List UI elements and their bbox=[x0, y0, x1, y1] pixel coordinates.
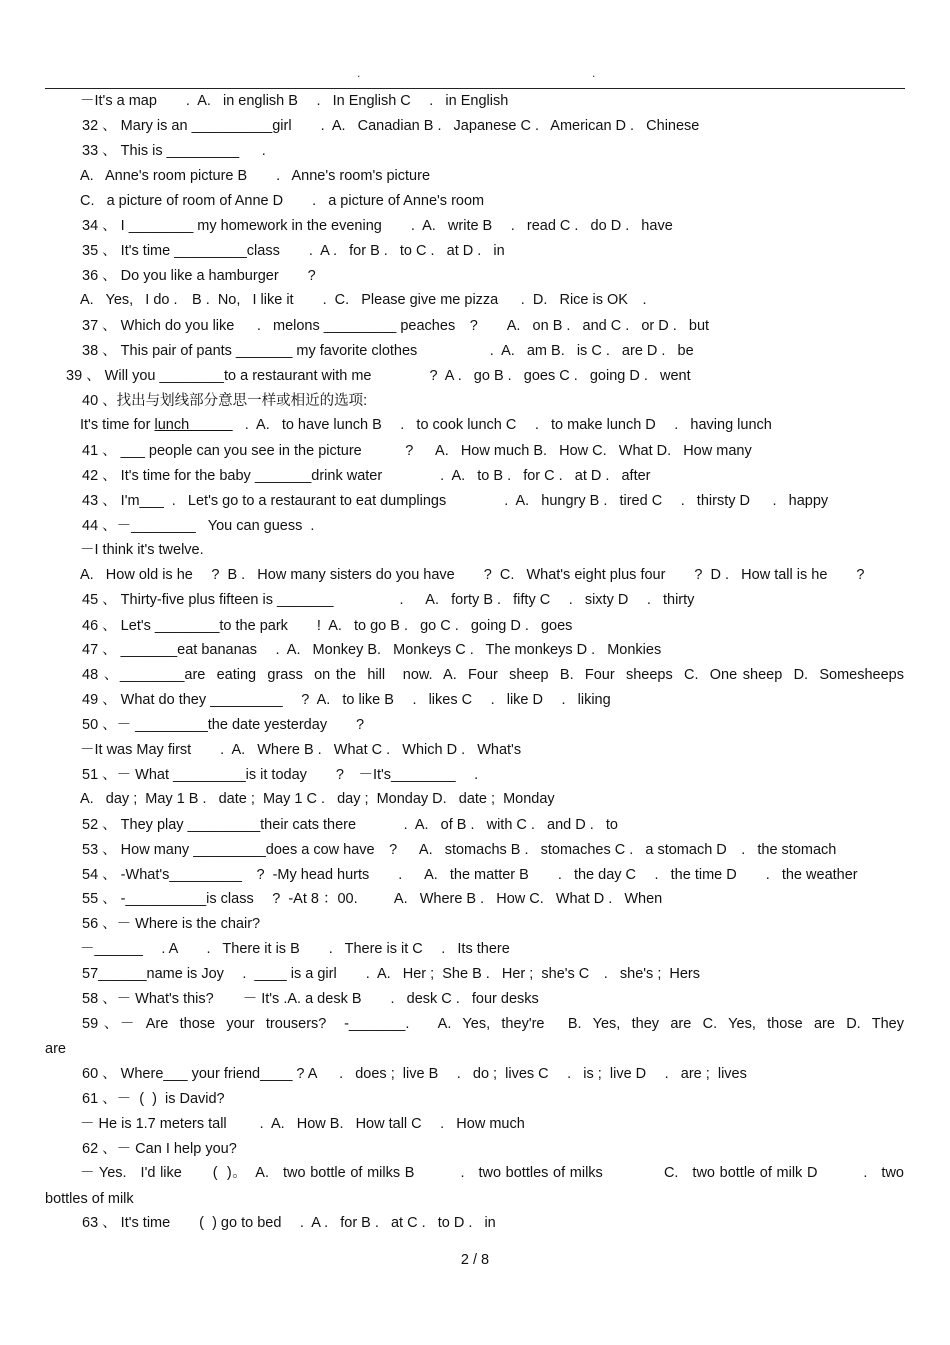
question-46: 46 、 Let's ________to the park ! A. to go B . go C . going D . goes bbox=[82, 618, 573, 634]
text-line: －It's a map . A. in english B . In English C . in English bbox=[80, 93, 509, 109]
question-40: 40 、找出与划线部分意思一样或相近的选项: bbox=[82, 393, 368, 409]
header-dot-left: . bbox=[357, 66, 361, 80]
underlined-word: lunch bbox=[154, 417, 233, 433]
question-36: 36 、 Do you like a hamburger ? bbox=[82, 268, 316, 284]
text-line: －It was May first . A. Where B . What C . Which D . What's bbox=[80, 742, 522, 758]
question-42: 42 、 It's time for the baby _______drink water . A. to B . for C . at D . after bbox=[82, 468, 651, 484]
question-60: 60 、 Where___ your friend____ ? A . does ; live B . do ; lives C . is ; live D . are ; lives bbox=[82, 1066, 747, 1082]
text-line: A. How old is he ? B . How many sisters do you have ? C. What's eight plus four ? D . How tall is he ? bbox=[80, 567, 865, 583]
question-57: 57______name is Joy . ____ is a girl . A. Her ; She B . Her ; she's C . she's ; Hers bbox=[82, 966, 701, 982]
question-39: 39 、 Will you ________to a restaurant with me ? A . go B . goes C . going D . went bbox=[66, 368, 691, 384]
question-44: 44 、－________ You can guess . bbox=[82, 518, 315, 534]
question-35: 35 、 It's time _________class . A . for B . to C . at D . in bbox=[82, 243, 505, 259]
question-32: 32 、 Mary is an __________girl . A. Canadian B . Japanese C . American D . Chinese bbox=[82, 118, 700, 134]
question-45: 45 、 Thirty-five plus fifteen is _______ . A. forty B . fifty C . sixty D . thirty bbox=[82, 592, 695, 608]
question-55: 55 、 -__________is class ? -At 8 ：00. A. Where B . How C. What D . When bbox=[82, 891, 663, 907]
question-50: 50 、－ _________the date yesterday ? bbox=[82, 717, 365, 733]
question-48: 48 、________are eating grass on the hill now. A. Four sheep B. Four sheeps C. One sheep D. Somesheeps bbox=[82, 667, 904, 683]
text-line: －I think it's twelve. bbox=[80, 542, 204, 558]
text-line: A. day ; May 1 B . date ; May 1 C . day ; Monday D. date ; Monday bbox=[80, 791, 555, 807]
question-58: 58 、－ What's this? － It's .A. a desk B . desk C . four desks bbox=[82, 991, 539, 1007]
question-53: 53 、 How many _________does a cow have ? A. stomachs B . stomaches C . a stomach D . the stomach bbox=[82, 842, 837, 858]
question-54: 54 、 -What's_________ ? -My head hurts . A. the matter B . the day C . the time D . the weather bbox=[82, 867, 858, 883]
header-dot-right: . bbox=[592, 66, 596, 80]
text-line: are bbox=[45, 1041, 66, 1057]
question-49: 49 、 What do they _________ ? A. to like B . likes C . like D . liking bbox=[82, 692, 611, 708]
text-line: － Yes. I'd like ( )。 A. two bottle of milks B . two bottles of milks C. two bottle of milk D . two bbox=[80, 1165, 904, 1181]
text-line: A. Anne's room picture B . Anne's room's picture bbox=[80, 168, 431, 184]
question-33: 33 、 This is _________ . bbox=[82, 143, 266, 159]
question-34: 34 、 I ________ my homework in the evening . A. write B . read C . do D . have bbox=[82, 218, 673, 234]
question-62: 62 、－ Can I help you? bbox=[82, 1141, 237, 1157]
question-47: 47 、 _______eat bananas . A. Monkey B. Monkeys C . The monkeys D . Monkies bbox=[82, 642, 662, 658]
question-59: 59 、－ Are those your trousers? -_______. A. Yes, they're B. Yes, they are C. Yes, those are D. They bbox=[82, 1016, 904, 1032]
header-rule bbox=[45, 88, 905, 89]
text-line: A. Yes, I do . B . No, I like it . C. Please give me pizza . D. Rice is OK . bbox=[80, 292, 647, 308]
question-43: 43 、 I'm___ . Let's go to a restaurant to eat dumplings . A. hungry B . tired C . thirsty D . happy bbox=[82, 493, 829, 509]
text-line: － He is 1.7 meters tall . A. How B. How tall C . How much bbox=[80, 1116, 525, 1132]
question-37: 37 、 Which do you like . melons _________ peaches ? A. on B . and C . or D . but bbox=[82, 318, 710, 334]
question-51: 51 、－ What _________is it today ? －It's________ . bbox=[82, 767, 479, 783]
question-61: 61 、－ ( ) is David? bbox=[82, 1091, 225, 1107]
text-line: bottles of milk bbox=[45, 1191, 134, 1207]
text-line: It's time for lunch . A. to have lunch B . to cook lunch C . to make lunch D . having lunch bbox=[80, 417, 772, 433]
page-number: 2 / 8 bbox=[460, 1252, 490, 1268]
text-line: －______ . A . There it is B . There is it C . Its there bbox=[80, 941, 510, 957]
text-line: C. a picture of room of Anne D . a picture of Anne's room bbox=[80, 193, 485, 209]
question-52: 52 、 They play _________their cats there . A. of B . with C . and D . to bbox=[82, 817, 618, 833]
question-56: 56 、－ Where is the chair? bbox=[82, 916, 261, 932]
question-63: 63 、 It's time ( ) go to bed . A . for B . at C . to D . in bbox=[82, 1215, 496, 1231]
question-41: 41 、 ___ people can you see in the picture ? A. How much B. How C. What D. How many bbox=[82, 443, 752, 459]
question-38: 38 、 This pair of pants _______ my favorite clothes . A. am B. is C . are D . be bbox=[82, 343, 694, 359]
